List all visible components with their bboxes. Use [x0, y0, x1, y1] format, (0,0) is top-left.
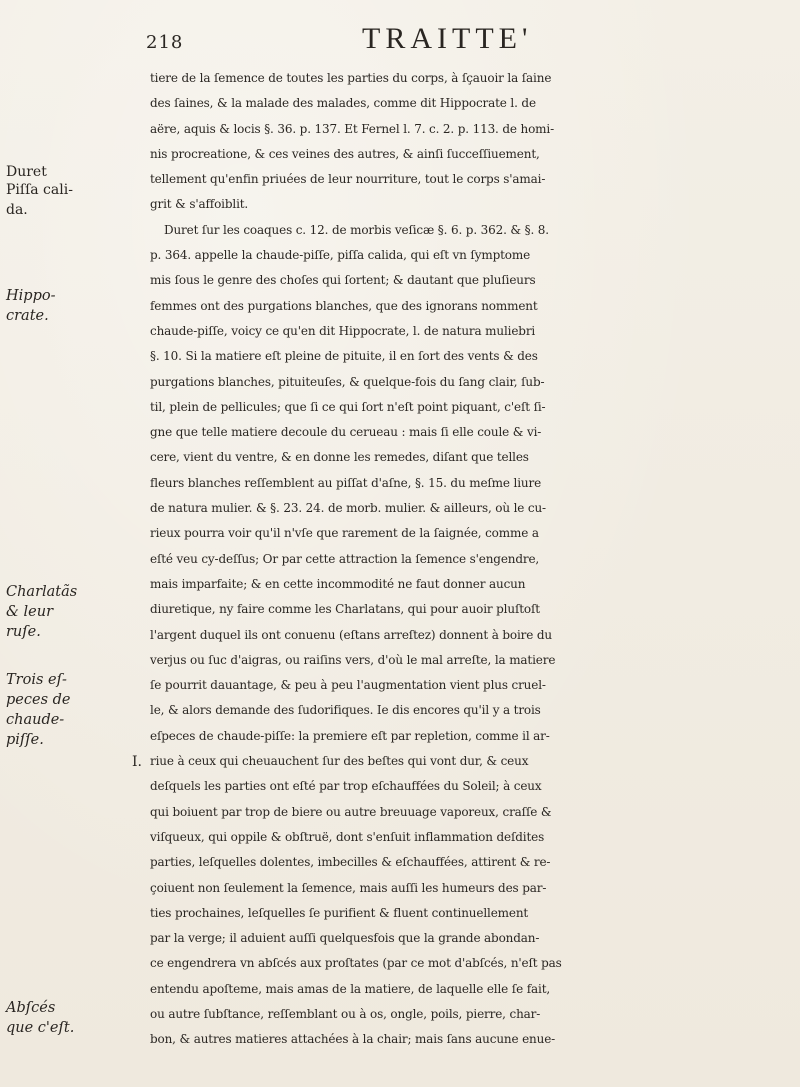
margin-note-line: Trois eſ-: [6, 672, 67, 688]
text-line: cere, vient du ventre, & en donne les remedes, diſant que telles: [150, 450, 529, 465]
text-line: viſqueux, qui oppile & obſtruë, dont s'enſuit inflammation deſdites: [150, 829, 545, 844]
text-line: p. 364. appelle la chaude-piſſe, piſſa calida, qui eſt vn ſymptome: [150, 248, 531, 263]
margin-note-line: Charlatãs: [6, 584, 78, 600]
text-line: ce engendrera vn abſcés aux proſtates (par ce mot d'abſcés, n'eſt pas: [150, 956, 562, 971]
text-line: aëre, aquis & locis §. 36. p. 137. Et Fernel l. 7. c. 2. p. 113. de homi-: [150, 121, 555, 136]
margin-note-line: piſſe.: [6, 732, 44, 748]
text-line: de natura mulier. & §. 23. 24. de morb. mulier. & ailleurs, où le cu-: [150, 501, 546, 516]
text-line: entendu apoſteme, mais amas de la matiere, de laquelle elle ſe fait,: [150, 981, 551, 996]
text-line: mais imparfaite; & en cette incommodité ne faut donner aucun: [150, 576, 526, 591]
margin-note-line: I.: [132, 754, 142, 770]
margin-notes: [0, 0, 150, 1087]
text-line: l'argent duquel ils ont conuenu (eſtans arreſtez) donnent à boire du: [150, 627, 552, 642]
text-line: eſpeces de chaude-piſſe: la premiere eſt par repletion, comme il ar-: [150, 728, 550, 743]
margin-note-line: que c'eſt.: [6, 1020, 75, 1036]
text-line: tiere de la ſemence de toutes les parties du corps, à ſçauoir la ſaine: [150, 71, 552, 85]
text-line: eſté veu cy-deſſus; Or par cette attraction la ſemence s'engendre,: [150, 551, 540, 566]
text-line: tellement qu'enfin priuées de leur nourriture, tout le corps s'amai-: [150, 172, 546, 187]
margin-note-line: peces de: [6, 692, 71, 708]
text-line: ties prochaines, leſquelles ſe purifient & fluent continuellement: [150, 905, 529, 920]
margin-note-charlatans: [6, 582, 156, 642]
main-text: [150, 66, 790, 1053]
text-line: Duret ſur les coaques c. 12. de morbis veſicæ §. 6. p. 362. & §. 8.: [164, 222, 549, 237]
text-line: parties, leſquelles dolentes, imbecilles & eſchauffées, attirent & re-: [150, 855, 551, 870]
text-line: gne que telle matiere decoule du cerueau : mais ſi elle coule & vi-: [150, 425, 542, 440]
text-line: riue à ceux qui cheuauchent ſur des beſtes qui vont dur, & ceux: [150, 754, 529, 769]
margin-note-line: crate.: [6, 308, 49, 324]
text-line: deſquels les parties ont eſté par trop eſchauffées du Soleil; à ceux: [150, 779, 542, 794]
text-line: qui boiuent par trop de biere ou autre breuuage vaporeux, craſſe &: [150, 804, 552, 819]
text-line: verjus ou ſuc d'aigras, ou raiſins vers, d'où le mal arreſte, la matiere: [150, 652, 556, 667]
text-line: §. 10. Si la matiere eſt pleine de pituite, il en ſort des vents & des: [150, 349, 538, 364]
text-line: des ſaines, & la malade des malades, comme dit Hippocrate l. de: [150, 96, 536, 111]
margin-note-line: Duret: [6, 164, 47, 180]
text-line: çoiuent non ſeulement la ſemence, mais auſſi les humeurs des par-: [150, 880, 547, 895]
text-line: bon, & autres matieres attachées à la chair; mais ſans aucune enue-: [150, 1032, 556, 1047]
text-line: fleurs blanches reſſemblent au piſſat d'aſne, §. 15. du meſme liure: [150, 475, 542, 490]
text-line: mis ſous le genre des choſes qui ſortent; & dautant que pluſieurs: [150, 273, 536, 288]
margin-note-hippocrate: [6, 286, 156, 326]
margin-note-line: Piſſa cali-: [6, 182, 73, 198]
text-line: til, plein de pellicules; que ſi ce qui ſort n'eſt point piquant, c'eſt ſi-: [150, 399, 546, 414]
margin-note-line: Abſcés: [6, 1000, 56, 1016]
text-line: chaude-piſſe, voicy ce qu'en dit Hippocrate, l. de natura muliebri: [150, 323, 536, 338]
margin-note-abces: [6, 998, 156, 1038]
text-line: diuretique, ny faire comme les Charlatans, qui pour auoir pluſtoſt: [150, 602, 540, 617]
text-line: ſe pourrit dauantage, & peu à peu l'augmentation vient plus cruel-: [150, 678, 546, 693]
margin-note-line: chaude-: [6, 712, 65, 728]
text-line: nis procreatione, & ces veines des autres, & ainſi ſucceſſiuement,: [150, 146, 540, 161]
margin-note-line: Hippo-: [6, 288, 56, 304]
text-line: le, & alors demande des ſudorifiques. Ie dis encores qu'il y a trois: [150, 703, 541, 718]
margin-note-trois-especes: [6, 670, 156, 750]
text-line: ou autre ſubſtance, reſſemblant ou à os, ongle, poils, pierre, char-: [150, 1006, 541, 1021]
margin-note-pissa-calida: [6, 180, 156, 220]
text-line: purgations blanches, pituiteuſes, & quelque-fois du ſang clair, ſub-: [150, 374, 545, 389]
margin-note-duret: [6, 162, 156, 182]
text-line: femmes ont des purgations blanches, que des ignorans nomment: [150, 298, 538, 313]
page-number: 218: [146, 32, 184, 53]
margin-note-line: ruſe.: [6, 624, 41, 640]
running-title: TRAITTE': [362, 22, 533, 55]
margin-note-line: & leur: [6, 604, 54, 620]
text-line: grit & s'affoiblit.: [150, 197, 249, 212]
text-line: rieux pourra voir qu'il n'vſe que rarement de la ſaignée, comme a: [150, 526, 539, 541]
text-line: par la verge; il aduient auſſi quelquesfois que la grande abondan-: [150, 931, 540, 946]
margin-note-line: da.: [6, 202, 28, 218]
